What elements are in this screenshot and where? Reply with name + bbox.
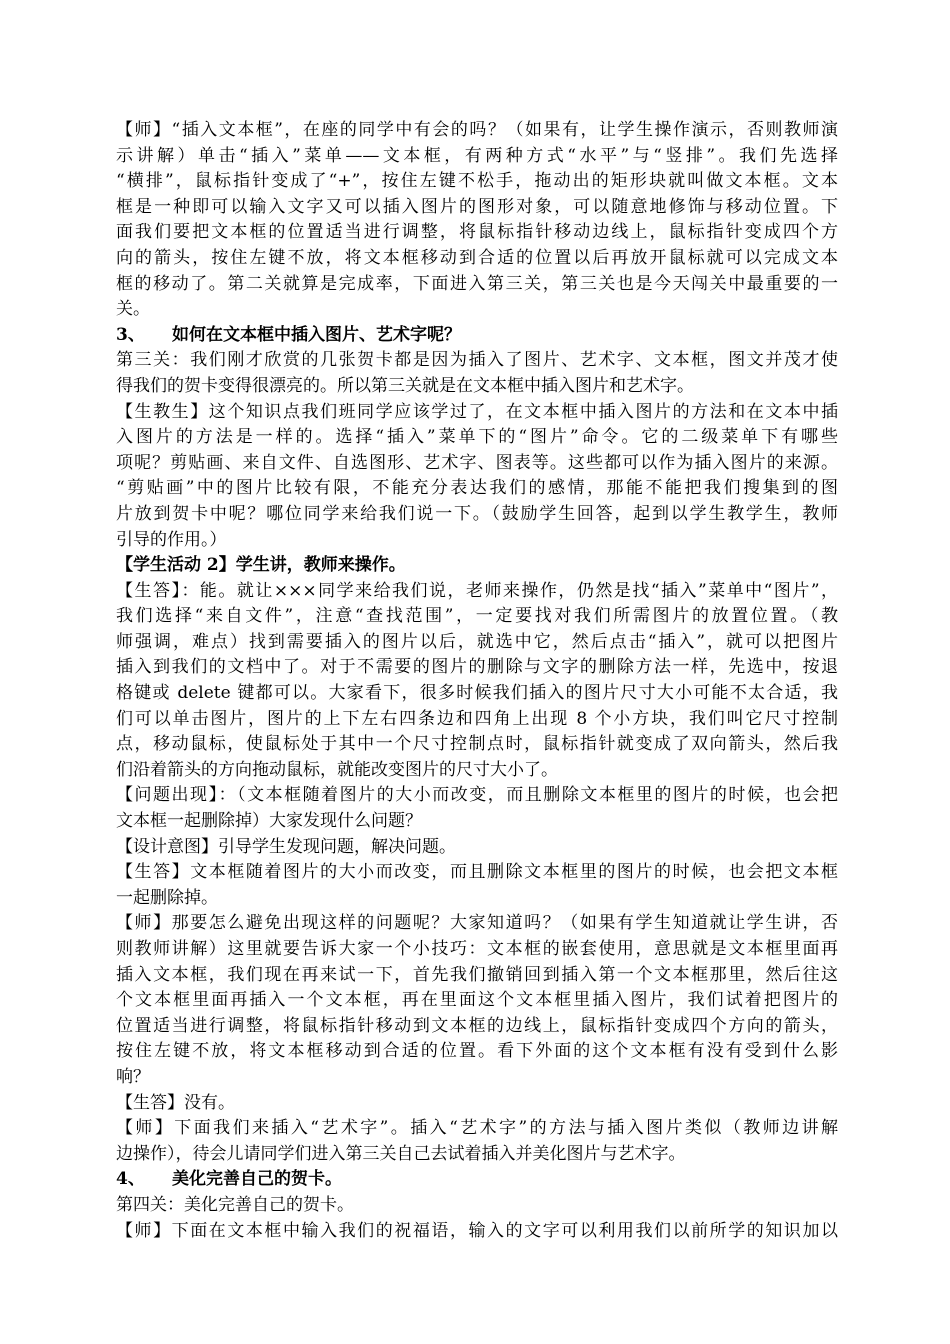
text-line: 【师】“插入文本框”，在座的同学中有会的吗？（如果有，让学生操作演示，否则教师演 <box>116 120 838 140</box>
paragraph-level-three <box>116 348 838 399</box>
text-line: 框是一种即可以输入文字又可以插入图片的图形对象，可以随意地修饰与移动位置。下 <box>116 196 838 217</box>
paragraph-teacher-wordart <box>116 1116 838 1167</box>
text-line: 格键或 delete 键都可以。大家看下，很多时候我们插入的图片尺寸大小可能不太合适，我 <box>116 683 838 704</box>
text-line: 【生答】没有。 <box>116 1092 235 1113</box>
text-line: 插入到我们的文档中了。对于不需要的图片的删除与文字的删除方法一样，先选中，按退 <box>116 657 838 678</box>
paragraph-student-answer-3 <box>116 1091 838 1117</box>
text-line: 们可以单击图片，图片的上下左右四条边和四角上出现 8 个小方块，我们叫它尺寸控制 <box>116 708 838 729</box>
text-line: 【师】下面我们来插入“艺术字”。插入“艺术字”的方法与插入图片类似（教师边讲解 <box>116 1118 838 1139</box>
text-line: 【生教生】这个知识点我们班同学应该学过了，在文本框中插入图片的方法和在文本中插 <box>116 401 838 422</box>
text-line: 片放到贺卡中呢？哪位同学来给我们说一下。（鼓励学生回答，起到以学生教学生，教师 <box>116 503 838 524</box>
text-line: 个文本框里面再插入一个文本框，再在里面这个文本框里插入图片，我们试着把图片的 <box>116 990 838 1011</box>
text-line: 第三关：我们刚才欣赏的几张贺卡都是因为插入了图片、艺术字、文本框，图文并茂才使 <box>116 350 838 371</box>
text-line: 文本框一起删除掉）大家发现什么问题？ <box>116 811 422 832</box>
text-line: 框的移动了。第二关就算是完成率，下面进入第三关，第三关也是今天闯关中最重要的一 <box>116 273 838 294</box>
text-line: 们沿着箭头的方向拖动鼠标，就能改变图片的尺寸大小了。 <box>116 759 558 780</box>
text-line: “横排”，鼠标指针变成了“+”，按住左键不松手，拖动出的矩形块就叫做文本框。文本 <box>116 171 838 192</box>
text-line: 【设计意图】引导学生发现问题，解决问题。 <box>116 836 456 857</box>
text-line: 面我们要把文本框的位置适当进行调整，将鼠标指针移动边线上，鼠标指针变成四个方 <box>116 222 838 243</box>
text-line: 【生答】：能。就让×××同学来给我们说，老师来操作，仍然是找“插入”菜单中“图片”， <box>116 580 838 601</box>
section-heading-3 <box>116 323 838 349</box>
text-line: 按住左键不放，将文本框移动到合适的位置。看下外面的这个文本框有没有受到什么影 <box>116 1041 838 1062</box>
text-line: 项呢？剪贴画、来自文件、自选图形、艺术字、图表等。这些都可以作为插入图片的来源。 <box>116 452 838 473</box>
paragraph-problem <box>116 783 838 834</box>
heading-text: 如何在文本框中插入图片、艺术字呢？ <box>172 324 461 345</box>
heading-number: 3、 <box>116 324 145 345</box>
text-line: 位置适当进行调整，将鼠标指针移动到文本框的边线上，鼠标指针变成四个方向的箭头， <box>116 1015 838 1036</box>
paragraph-student-answer-2 <box>116 860 838 911</box>
text-line: 关。 <box>116 299 150 320</box>
paragraph-design-intent <box>116 835 838 861</box>
student-activity-heading: 【学生活动 2】学生讲，教师来操作。 <box>116 555 406 576</box>
heading-number: 4、 <box>116 1169 145 1190</box>
text-line: 【生答】文本框随着图片的大小而改变，而且删除文本框里的图片的时候，也会把文本框 <box>116 862 838 883</box>
section-heading-4 <box>116 1167 838 1193</box>
paragraph-teacher-textbox <box>116 118 838 323</box>
text-line: 得我们的贺卡变得很漂亮的。所以第三关就是在文本框中插入图片和艺术字。 <box>116 375 694 396</box>
heading-text: 美化完善自己的贺卡。 <box>172 1169 342 1190</box>
text-line: 【问题出现】：（文本框随着图片的大小而改变，而且删除文本框里的图片的时候，也会把 <box>116 785 838 806</box>
paragraph-student-answer <box>116 579 838 784</box>
text-line: 示讲解）单击“插入”菜单——文本框，有两种方式“水平”与“竖排”。我们先选择 <box>116 145 838 166</box>
text-line: 点，移动鼠标，使鼠标处于其中一个尺寸控制点时，鼠标指针就变成了双向箭头，然后我 <box>116 734 838 755</box>
text-line: 响？ <box>116 1066 150 1087</box>
text-line: 师强调，难点）找到需要插入的图片以后，就选中它，然后点击“插入”，就可以把图片 <box>116 631 838 652</box>
text-line: 【师】那要怎么避免出现这样的问题呢？大家知道吗？（如果有学生知道就让学生讲，否 <box>116 913 838 934</box>
text-line: 第四关：美化完善自己的贺卡。 <box>116 1194 354 1215</box>
text-line: 入图片的方法是一样的。选择“插入”菜单下的“图片”命令。它的二级菜单下有哪些 <box>116 427 838 448</box>
text-line: 插入文本框，我们现在再来试一下，首先我们撤销回到插入第一个文本框那里，然后往这 <box>116 964 838 985</box>
text-line: 引导的作用。） <box>116 529 227 550</box>
text-line: 一起删除掉。 <box>116 887 218 908</box>
text-line: 边操作），待会儿请同学们进入第三关自己去试着插入并美化图片与艺术字。 <box>116 1143 686 1164</box>
paragraph-level-four <box>116 1193 838 1244</box>
paragraph-teacher-nesting <box>116 911 838 1090</box>
text-line: 【师】下面在文本框中输入我们的祝福语，输入的文字可以利用我们以前所学的知识加以 <box>116 1220 838 1241</box>
text-line: 我们选择“来自文件”，注意“查找范围”，一定要找对我们所需图片的放置位置。（教 <box>116 606 838 627</box>
text-line: 则教师讲解）这里就要告诉大家一个小技巧：文本框的嵌套使用，意思就是文本框里面再 <box>116 939 838 959</box>
text-line: 向的箭头，按住左键不放，将文本框移动到合适的位置以后再放开鼠标就可以完成文本 <box>116 247 838 268</box>
text-line: “剪贴画”中的图片比较有限，不能充分表达我们的感情，那能不能把我们搜集到的图 <box>116 478 838 499</box>
paragraph-student-teaches <box>116 400 838 554</box>
